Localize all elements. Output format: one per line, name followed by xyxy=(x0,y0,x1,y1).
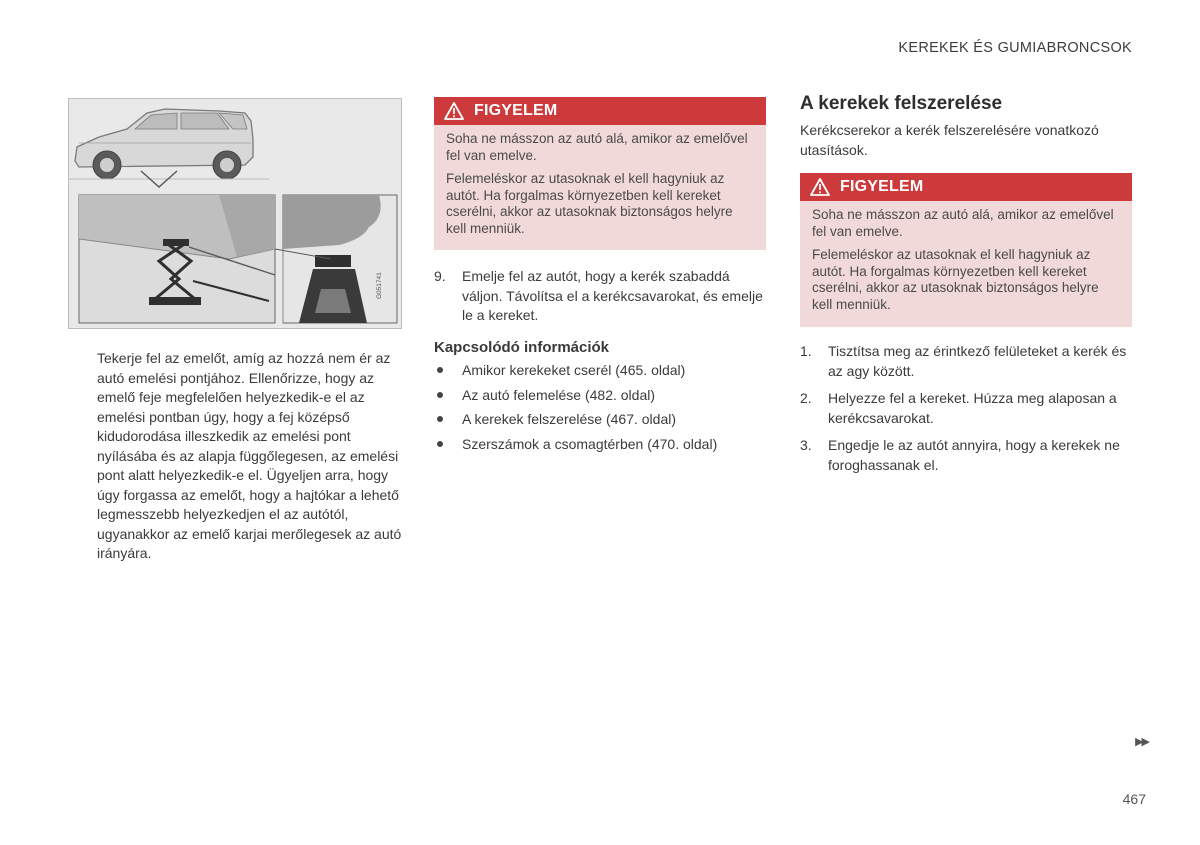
step-text: Emelje fel az autót, hogy a kerék szabaddá váljon. Távolítsa el a kerékcsavarokat, és emelje le a kereket. xyxy=(462,268,763,323)
related-link[interactable] xyxy=(434,432,774,457)
list-item xyxy=(434,267,769,326)
warning-header xyxy=(800,173,1132,201)
step-list xyxy=(800,342,1135,483)
warning-triangle-icon xyxy=(444,102,464,120)
next-page-icon[interactable]: ▶▶ xyxy=(1135,736,1148,748)
warning-title: FIGYELEM xyxy=(474,102,558,119)
bullet-icon xyxy=(437,367,443,373)
jack-detail-panel xyxy=(79,195,275,323)
step-text: Tisztítsa meg az érintkező felületeket a kerék és az agy között. xyxy=(828,343,1127,379)
related-link-text[interactable]: Amikor kerekeket cserél (465. oldal) xyxy=(462,362,686,379)
related-link-text[interactable]: Szerszámok a csomagtérben (470. oldal) xyxy=(462,435,718,452)
image-code: G051741 xyxy=(376,272,383,299)
car-side-illustration xyxy=(69,109,269,187)
jack-head-detail-panel xyxy=(283,195,397,323)
related-link[interactable] xyxy=(434,383,774,408)
step-number: 2. xyxy=(800,390,812,406)
warning-box xyxy=(434,97,766,250)
related-link[interactable] xyxy=(434,407,774,432)
related-link-text[interactable]: A kerekek felszerelése (467. oldal) xyxy=(462,411,676,428)
step-number: 3. xyxy=(800,437,812,453)
jack-instructions-paragraph: Tekerje fel az emelőt, amíg az hozzá nem ér az autó emelési pontjához. Ellenőrizze, hogy az emelő feje megfelelően helyezkedik-e el az emelési pontban úgy, hogy a fej középső kidudorodása illeszkedik az emelési pont nyílásába és az alapja függőlegesen, az emelési pont alatt helyezkedik-e el. Ügyeljen arra, hogy úgy forgassa az emelőt, hogy a hajtókar a lehető legmesszebb helyezkedjen el az autótól, ugyanakkor az emelő karjai merőlegesek az autó irányára. xyxy=(97,350,402,561)
page-number: 467 xyxy=(1122,791,1146,807)
warning-text: Felemeléskor az utasoknak el kell hagyniuk az autót. Ha forgalmas környezetben kell kereket cserélni, akkor az utasoknak biztonságos helyre kell menniük. xyxy=(446,171,733,236)
step-number: 9. xyxy=(434,268,446,284)
warning-header xyxy=(434,97,766,125)
list-item xyxy=(800,342,1135,381)
warning-text: Soha ne másszon az autó alá, amikor az emelővel fel van emelve. xyxy=(812,207,1114,239)
bullet-icon xyxy=(437,441,443,447)
warning-text: Soha ne másszon az autó alá, amikor az emelővel fel van emelve. xyxy=(446,131,748,163)
step-text: Helyezze fel a kereket. Húzza meg alaposan a kerékcsavarokat. xyxy=(828,390,1117,426)
section-header: KEREKEK ÉS GUMIABRONCSOK xyxy=(898,40,1132,56)
list-item xyxy=(800,436,1135,475)
warning-box xyxy=(800,173,1132,327)
step-text: Engedje le az autót annyira, hogy a kerekek ne foroghassanak el. xyxy=(828,437,1120,473)
related-info-heading: Kapcsolódó információk xyxy=(434,339,610,356)
related-links-list xyxy=(434,358,774,456)
section-intro: Kerékcserekor a kerék felszerelésére vonatkozó utasítások. xyxy=(800,122,1099,158)
related-link[interactable] xyxy=(434,358,774,383)
list-item xyxy=(800,389,1135,428)
bullet-icon xyxy=(437,416,443,422)
jack-illustration xyxy=(68,98,402,329)
warning-triangle-icon xyxy=(810,178,830,196)
section-title: A kerekek felszerelése xyxy=(800,93,1003,114)
warning-text: Felemeléskor az utasoknak el kell hagyniuk az autót. Ha forgalmas környezetben kell kereket cserélni, akkor az utasoknak biztonságos helyre kell menniük. xyxy=(812,247,1099,312)
related-link-text[interactable]: Az autó felemelése (482. oldal) xyxy=(462,386,655,403)
bullet-icon xyxy=(437,392,443,398)
warning-title: FIGYELEM xyxy=(840,178,924,195)
step-number: 1. xyxy=(800,343,812,359)
step-list xyxy=(434,267,769,334)
